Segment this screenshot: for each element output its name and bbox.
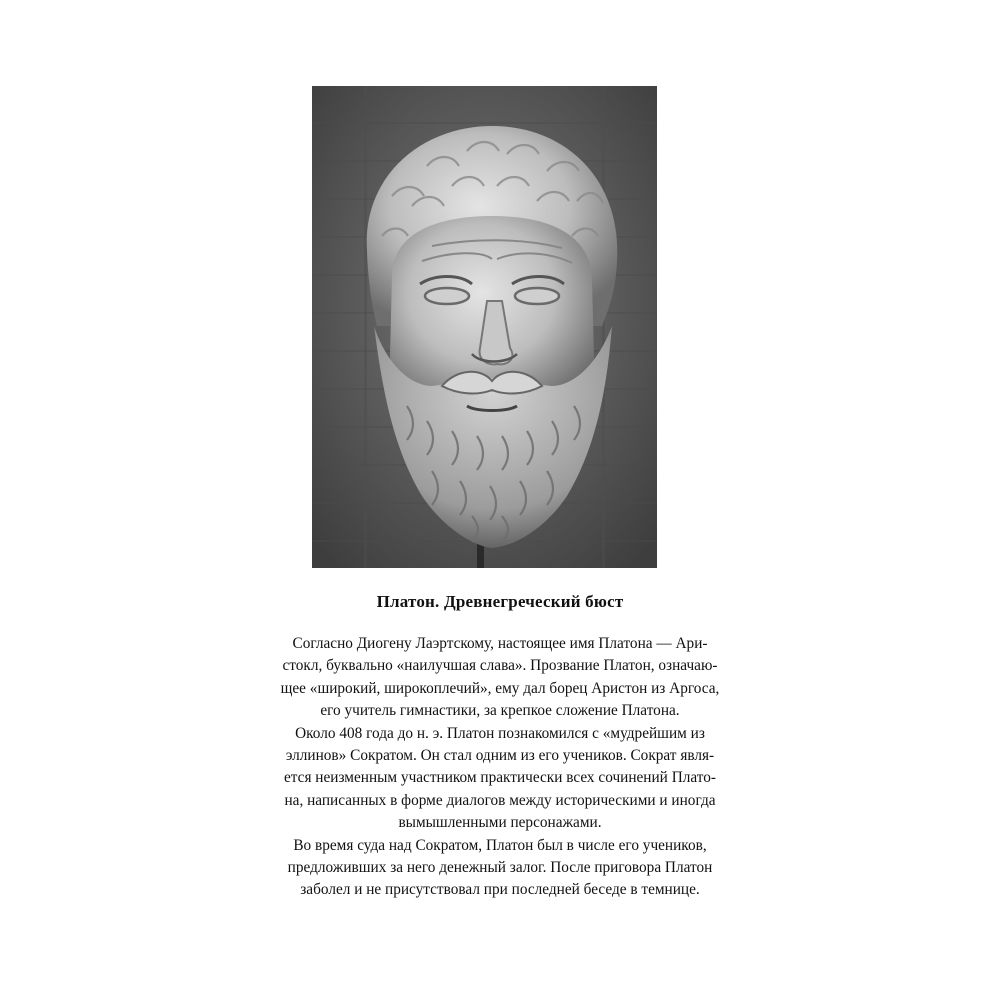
text-line: на, написанных в форме диалогов между историческими и иногда	[284, 791, 716, 809]
body-text	[210, 633, 790, 902]
text-line: эллинов» Сократом. Он стал одним из его учеников. Сократ явля-	[285, 747, 715, 765]
text-line: стокл, буквально «наилучшая слава». Прозвание Платон, означаю-	[282, 657, 718, 675]
text-line: ется неизменным участником практически всех сочинений Плато-	[284, 769, 716, 787]
marble-bust-icon	[312, 86, 657, 568]
text-line: предложивших за него денежный залог. После приговора Платон	[287, 859, 713, 877]
text-line: его учитель гимнастики, за крепкое сложение Платона.	[320, 702, 680, 720]
text-line: Около 408 года до н. э. Платон познакомился с «мудрейшим из	[295, 724, 705, 742]
text-line: Во время суда над Сократом, Платон был в числе его учеников,	[293, 836, 707, 854]
text-line: вымышленными персонажами.	[398, 814, 602, 832]
figure-caption: Платон. Древнегреческий бюст	[376, 592, 624, 611]
text-line: заболел и не присутствовал при последней беседе в темнице.	[300, 881, 700, 899]
text-line: щее «широкий, широкоплечий», ему дал борец Аристон из Аргоса,	[280, 679, 720, 697]
text-line: Согласно Диогену Лаэртскому, настоящее имя Платона — Ари-	[292, 635, 708, 652]
plato-bust-photo	[312, 86, 657, 568]
